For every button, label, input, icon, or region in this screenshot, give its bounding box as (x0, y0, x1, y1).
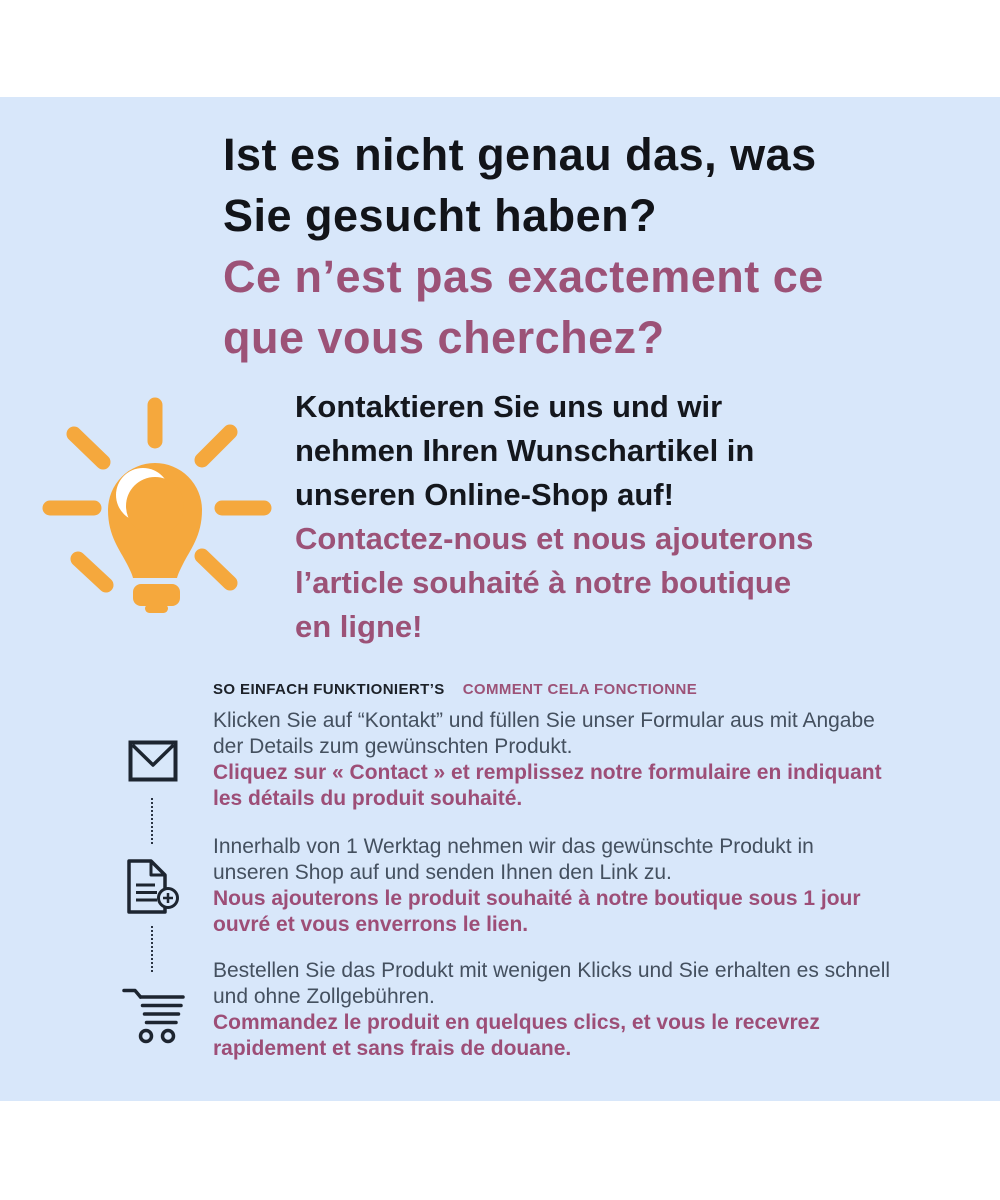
intro-fr-line-3: en ligne! (295, 609, 423, 644)
intro-fr-line-2: l’article souhaité à notre boutique (295, 565, 792, 600)
lightbulb-icon (42, 396, 272, 621)
intro-german (295, 385, 754, 517)
how-it-works-label-fr: COMMENT CELA FONCTIONNE (462, 681, 698, 698)
step-3-de-line-1: Bestellen Sie das Produkt mit wenigen Klicks und Sie erhalten es schnell (213, 959, 891, 982)
step-3-fr-line-1: Commandez le produit en quelques clics, et vous le recevrez (213, 1011, 820, 1034)
step-connector-2 (151, 926, 153, 972)
how-it-works-header (213, 681, 697, 698)
step-1 (213, 708, 882, 812)
step-2 (213, 834, 861, 938)
step-connector-1 (151, 798, 153, 844)
headline-french (223, 246, 824, 368)
intro-french (295, 517, 813, 649)
step-2-de-line-2: unseren Shop auf und senden Ihnen den Link zu. (213, 861, 672, 884)
intro-de-line-3: unseren Online-Shop auf! (295, 477, 674, 512)
step-3 (213, 958, 890, 1062)
intro-de-line-2: nehmen Ihren Wunschartikel in (295, 433, 755, 468)
step-2-de-line-1: Innerhalb von 1 Werktag nehmen wir das gewünschte Produkt in (213, 835, 814, 858)
step-2-fr-line-1: Nous ajouterons le produit souhaité à notre boutique sous 1 jour (213, 887, 861, 910)
intro-fr-line-1: Contactez-nous et nous ajouterons (295, 521, 814, 556)
step-1-fr-line-2: les détails du produit souhaité. (213, 787, 523, 810)
shopping-cart-icon (120, 986, 186, 1044)
headline-fr-line-1: Ce n’est pas exactement ce (223, 251, 824, 302)
step-3-de-line-2: und ohne Zollgebühren. (213, 985, 435, 1008)
step-2-fr-line-2: ouvré et vous enverrons le lien. (213, 913, 529, 936)
headline-fr-line-2: que vous cherchez? (223, 312, 665, 363)
how-it-works-label-de: SO EINFACH FUNKTIONIERT’S (213, 681, 445, 698)
document-add-icon (124, 857, 180, 917)
headline-de-line-1: Ist es nicht genau das, was (223, 129, 817, 180)
headline-de-line-2: Sie gesucht haben? (223, 190, 658, 241)
step-1-de-line-1: Klicken Sie auf “Kontakt” und füllen Sie unser Formular aus mit Angabe (213, 709, 875, 732)
envelope-icon (128, 740, 178, 782)
headline-german (223, 124, 817, 246)
intro-de-line-1: Kontaktieren Sie uns und wir (295, 389, 723, 424)
step-1-de-line-2: der Details zum gewünschten Produkt. (213, 735, 573, 758)
step-1-fr-line-1: Cliquez sur « Contact » et remplissez notre formulaire en indiquant (213, 761, 882, 784)
step-3-fr-line-2: rapidement et sans frais de douane. (213, 1037, 572, 1060)
